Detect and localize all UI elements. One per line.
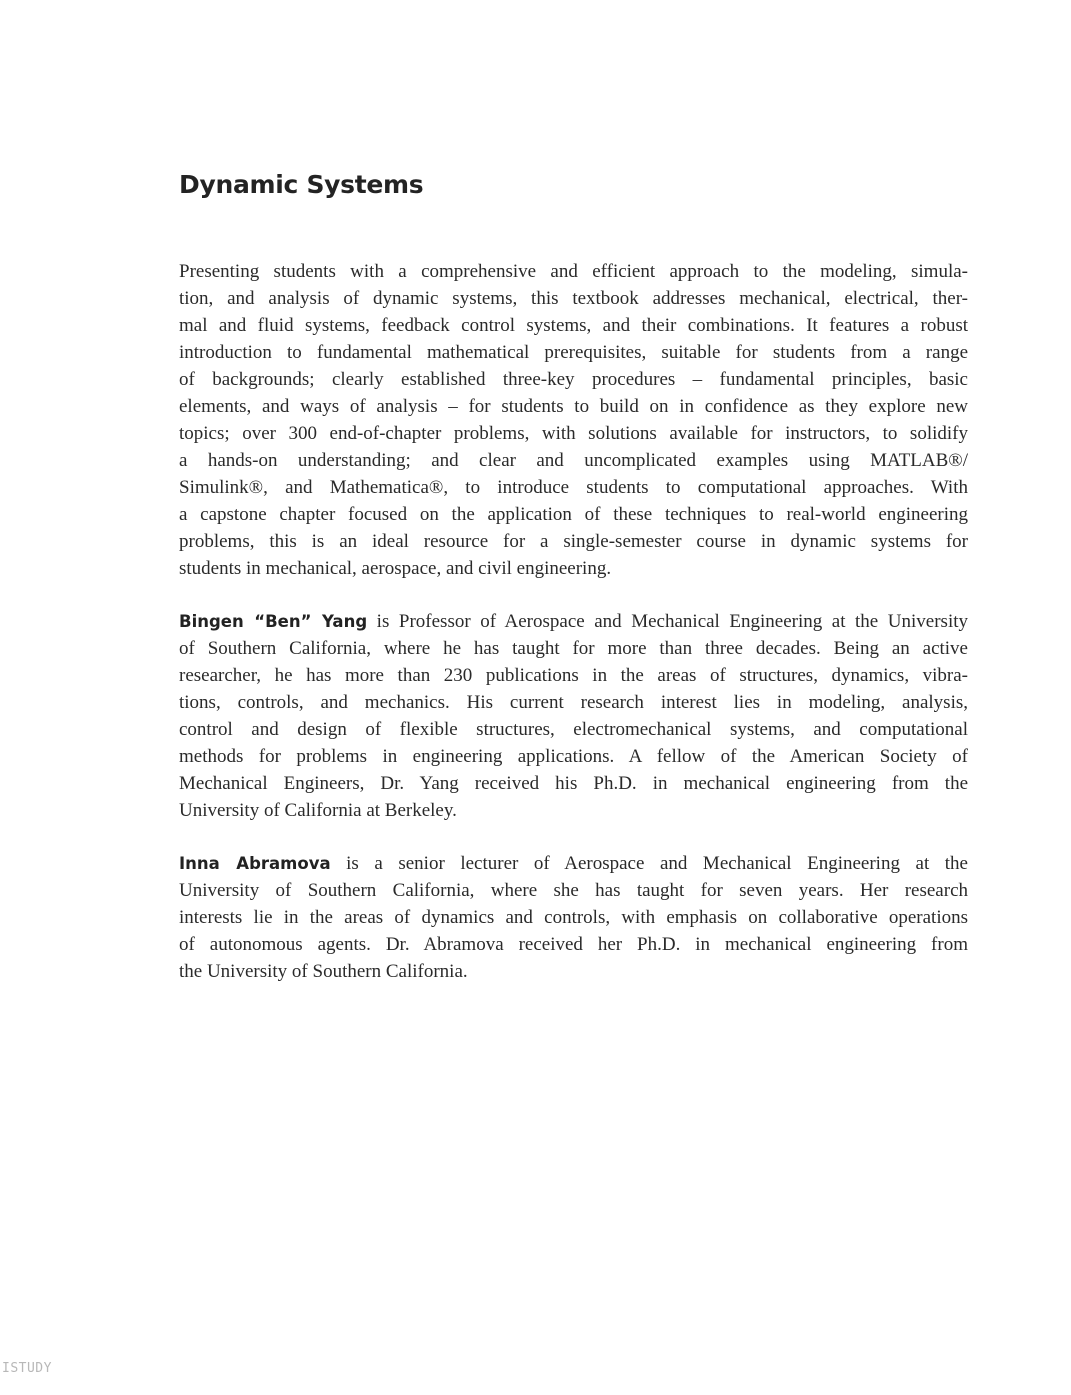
text-line: mal and fluid systems, feedback control systems, and their combinations. It features a robust <box>179 315 968 336</box>
text-line: problems, this is an ideal resource for a single-semester course in dynamic systems for <box>179 531 968 552</box>
watermark: ISTUDY <box>2 1361 52 1376</box>
text-line: the University of Southern California. <box>179 961 468 982</box>
text-line: methods for problems in engineering applications. A fellow of the American Society of <box>179 746 968 767</box>
text-line <box>179 850 968 877</box>
text-line: a hands-on understanding; and clear and uncomplicated examples using MATLAB®/ <box>179 450 968 471</box>
text-line: Presenting students with a comprehensive and efficient approach to the modeling, simula- <box>179 261 968 282</box>
text-line: University of Southern California, where she has taught for seven years. Her research <box>179 880 968 901</box>
text-line: Simulink®, and Mathematica®, to introduce students to computational approaches. With <box>179 477 968 498</box>
bio-text: is Professor of Aerospace and Mechanical Engineering at the University <box>367 611 968 632</box>
text-line: tion, and analysis of dynamic systems, this textbook addresses mechanical, electrical, ther- <box>179 288 968 309</box>
text-line: students in mechanical, aerospace, and civil engineering. <box>179 558 612 579</box>
author-bio-yang <box>179 608 968 824</box>
text-line: of autonomous agents. Dr. Abramova received her Ph.D. in mechanical engineering from <box>179 934 968 955</box>
text-line: University of California at Berkeley. <box>179 800 457 821</box>
bio-text: is a senior lecturer of Aerospace and Mechanical Engineering at the <box>330 853 968 874</box>
text-line: of backgrounds; clearly established three-key procedures – fundamental principles, basic <box>179 369 968 390</box>
text-line: introduction to fundamental mathematical prerequisites, suitable for students from a range <box>179 342 968 363</box>
author-name: Bingen “Ben” Yang <box>179 612 368 631</box>
text-line: elements, and ways of analysis – for students to build on in confidence as they explore new <box>179 396 968 417</box>
book-description <box>179 258 968 582</box>
text-line: a capstone chapter focused on the application of these techniques to real-world engineering <box>179 504 968 525</box>
text-line: interests lie in the areas of dynamics and controls, with emphasis on collaborative operations <box>179 907 968 928</box>
text-line: topics; over 300 end-of-chapter problems, with solutions available for instructors, to solidify <box>179 423 968 444</box>
author-bio-abramova <box>179 850 968 985</box>
text-line: researcher, he has more than 230 publications in the areas of structures, dynamics, vibra- <box>179 665 968 686</box>
page-title: Dynamic Systems <box>179 170 424 199</box>
author-name: Inna Abramova <box>179 854 331 873</box>
text-line <box>179 608 968 635</box>
text-line: tions, controls, and mechanics. His current research interest lies in modeling, analysis, <box>179 692 968 713</box>
text-line: Mechanical Engineers, Dr. Yang received his Ph.D. in mechanical engineering from the <box>179 773 968 794</box>
text-line: control and design of flexible structures, electromechanical systems, and computational <box>179 719 968 740</box>
text-line: of Southern California, where he has taught for more than three decades. Being an active <box>179 638 968 659</box>
